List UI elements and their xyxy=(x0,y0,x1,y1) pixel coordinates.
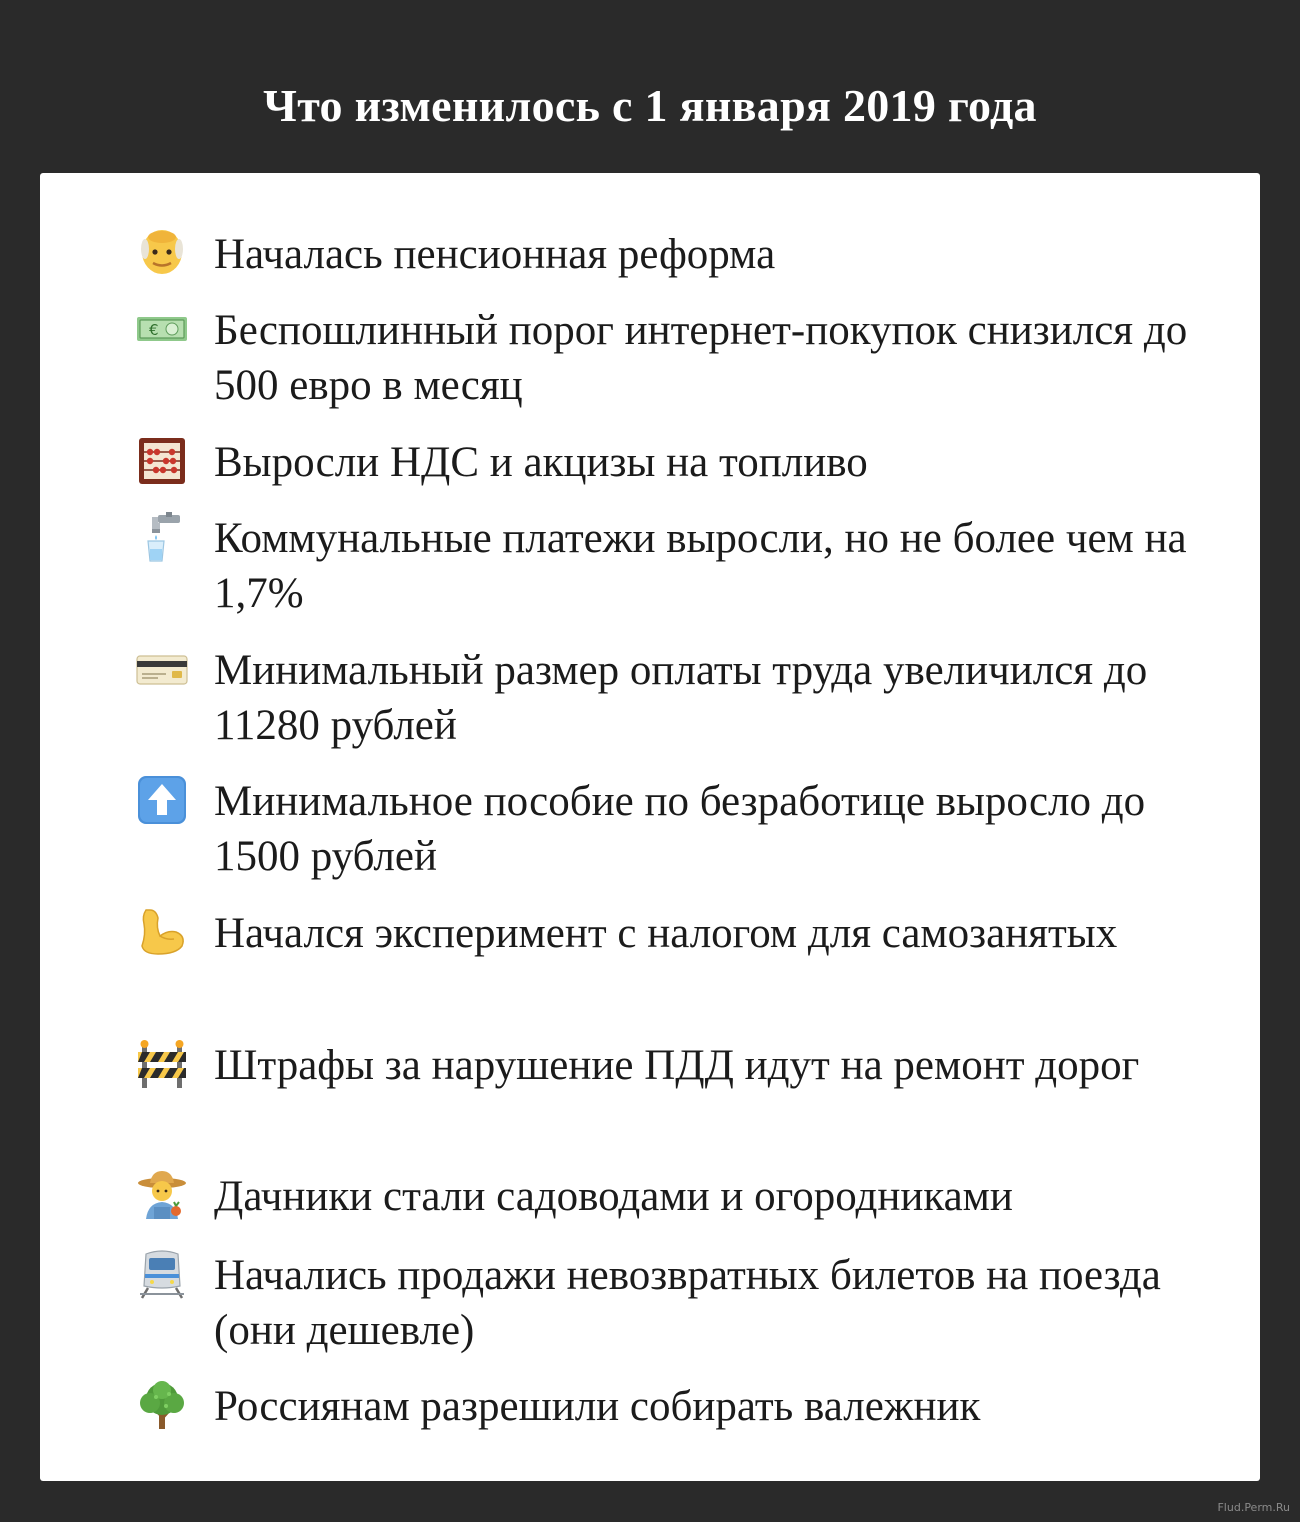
water-tap-icon xyxy=(136,511,188,563)
item-text: Штрафы за нарушение ПДД идут на ремонт дорог xyxy=(214,1042,1140,1089)
farmer-icon xyxy=(136,1169,188,1221)
watermark: Flud.Perm.Ru xyxy=(1217,1501,1290,1514)
page-title: Что изменилось с 1 января 2019 года xyxy=(263,80,1037,131)
item-text: Дачники стали садоводами и огородниками xyxy=(214,1173,1013,1220)
up-arrow-icon xyxy=(136,774,188,826)
item-text: Беспошлинный порог интернет-покупок снизился до 500 евро в месяц xyxy=(214,307,1188,409)
abacus-icon xyxy=(136,435,188,487)
item-text: Россиянам разрешили собирать валежник xyxy=(214,1383,981,1430)
item-text: Выросли НДС и акцизы на топливо xyxy=(214,439,868,486)
flexed-biceps-icon xyxy=(136,906,188,958)
credit-card-icon xyxy=(136,643,188,695)
tree-icon xyxy=(136,1379,188,1431)
item-text: Начался эксперимент с налогом для самозанятых xyxy=(214,910,1118,957)
svg-text:€: € xyxy=(149,321,159,339)
construction-barrier-icon xyxy=(136,1038,188,1090)
item-text: Началась пенсионная реформа xyxy=(214,231,776,278)
item-text: Коммунальные платежи выросли, но не более чем на 1,7% xyxy=(214,515,1187,617)
item-text: Начались продажи невозвратных билетов на поезда (они дешевле) xyxy=(214,1252,1161,1354)
item-text: Минимальный размер оплаты труда увеличился до 11280 рублей xyxy=(214,647,1148,749)
train-icon xyxy=(136,1248,188,1300)
older-man-icon xyxy=(136,227,188,279)
euro-banknote-icon xyxy=(136,303,188,355)
changes-list-card xyxy=(40,173,1260,1481)
item-text: Минимальное пособие по безработице выросло до 1500 рублей xyxy=(214,778,1146,880)
